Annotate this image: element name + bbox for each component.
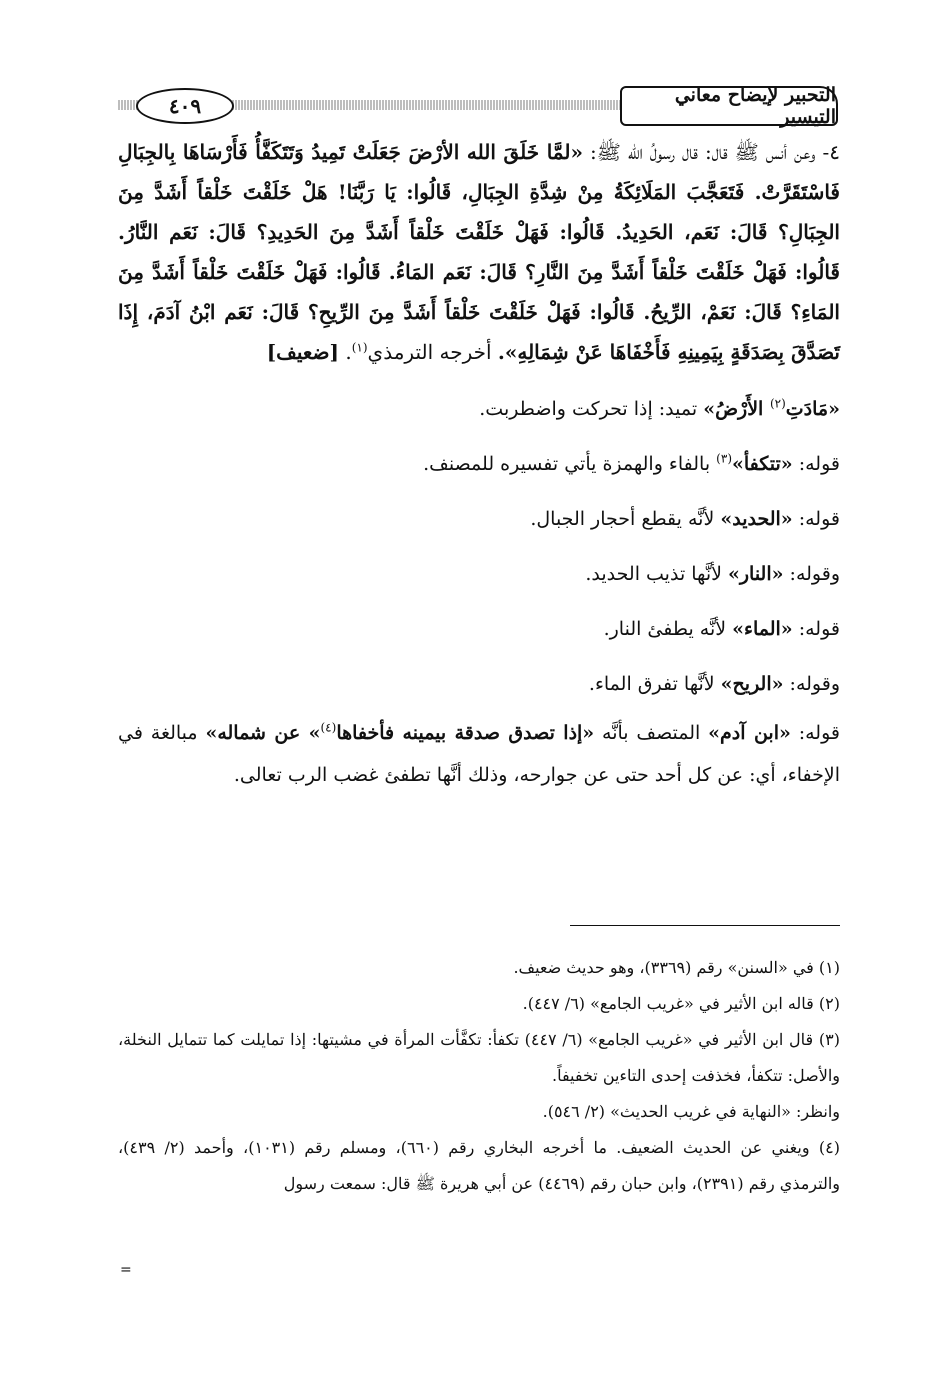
explanation-item: «مَادَتِ$^{(٢)}$ الأَرْضُ» تميد: إذا تحركت واضطربت. xyxy=(479,396,840,420)
footnote-separator xyxy=(570,925,840,926)
footnote-1: (١) في «السنن» رقم (٣٣٦٩)، وهو حديث ضعيف. xyxy=(513,958,840,977)
footnotes xyxy=(118,950,840,1202)
explanation-item: قوله: «الحديد» لأنَّه يقطع أحجار الجبال. xyxy=(530,508,840,530)
explanation-item: قوله: «تتكفأ»$^{(٣)}$ بالفاء والهمزة يأتي تفسيره للمصنف. xyxy=(423,451,840,475)
explanation-item: قوله: «الماء» لأنَّه يطفئ النار. xyxy=(603,618,840,640)
main-text xyxy=(118,132,840,796)
footnote-ref-1: (١) xyxy=(351,340,368,355)
hadith-grade: [ضعيف] xyxy=(266,340,339,364)
footnote-2: (٢) قاله ابن الأثير في «غريب الجامع» (٦/ ٤٤٧). xyxy=(522,994,840,1013)
footnote-3: (٣) قال ابن الأثير في «غريب الجامع» (٦/ ٤٤٧) تكفأ: تكفَّأت المرأة في مشيتها: إذا تمايلت كما تتمايل النخلة، والأصل: تتكفأ، فخذفت إحدى التاءين تخفيفاً. xyxy=(118,1030,840,1085)
footnote-3-see-also: وانظر: «النهاية في غريب الحديث» (٢/ ٥٤٦). xyxy=(542,1102,840,1121)
hadith-intro: ٤- وعن أنس ﷺ قال: قال رسولُ الله ﷺ: xyxy=(589,140,840,164)
page-number: ٤٠٩ xyxy=(136,88,234,124)
hadith-matn: «لمَّا خَلَقَ الله الأرْضَ جَعَلَتْ تَمِيدُ وَتَتَكَفَّأُ فَأَرْسَاهَا بِالجِبَالِ فَاسْتَقَرَّتْ. فَتَعَجَّبَ المَلَائِكَةُ مِنْ شِدَّةِ الجِبَالِ، قَالُوا: يَا رَبَّنَا! هَلْ خَلَقْتَ خَلْقاً أَشَدَّ مِنَ الجِبَالِ؟ قَالَ: نَعَم، الحَدِيدُ. قَالُوا: فَهَلْ خَلَقْتَ خَلْقاً أَشَدَّ مِنَ الحَدِيدِ؟ قَالَ: نَعَم النَّارُ. قَالُوا: فَهَلْ خَلَقْتَ خَلْقاً أَشَدَّ مِنَ النَّارِ؟ قَالَ: نَعَم المَاءُ. قَالُوا: فَهَلْ خَلَقْتَ خَلْقاً أَشَدَّ مِنَ المَاءِ؟ قَالَ: نَعَمْ، الرِّيحُ. قَالُوا: فَهَلْ خَلَقْتَ خَلْقاً أَشَدَّ مِنَ الرِّيحِ؟ قَالَ: نَعَم ابْنُ آدَمَ، إِذَا تَصَدَّقَ بِصَدَقَةٍ بِيَمِينِهِ فَأَخْفَاهَا عَنْ شِمَالِهِ». xyxy=(118,140,840,364)
explanation-final: قوله: «ابن آدم» المتصف بأنَّه «إذا تصدق صدقة بيمينه فأخفاها$^{(٤)}$» عن شماله» مبالغة في الإخفاء، أي: عن كل أحد حتى عن جوارحه، وذلك أنَّها تطفئ غضب الرب تعالى. xyxy=(118,720,840,786)
explanation-item: وقوله: «الريح» لأنَّها تفرق الماء. xyxy=(588,673,840,695)
hadith-source: أخرجه الترمذي xyxy=(367,340,492,364)
explanation-list xyxy=(118,382,840,796)
continuation-mark: = xyxy=(120,1262,132,1278)
page-header xyxy=(118,86,838,126)
book-title: التحبير لإيضاح معاني التيسير xyxy=(620,86,838,126)
hadith-paragraph: ٤- وعن أنس ﷺ قال: قال رسولُ الله ﷺ: «لمَّا خَلَقَ الله الأرْضَ جَعَلَتْ تَمِيدُ وَتَتَكَفَّأُ فَأَرْسَاهَا بِالجِبَالِ فَاسْتَقَرَّتْ. فَتَعَجَّبَ المَلَائِكَةُ مِنْ شِدَّةِ الجِبَالِ، قَالُوا: يَا رَبَّنَا! هَلْ خَلَقْتَ خَلْقاً أَشَدَّ مِنَ الجِبَالِ؟ قَالَ: نَعَم، الحَدِيدُ. قَالُوا: فَهَلْ خَلَقْتَ خَلْقاً أَشَدَّ مِنَ الحَدِيدِ؟ قَالَ: نَعَم النَّارُ. قَالُوا: فَهَلْ خَلَقْتَ خَلْقاً أَشَدَّ مِنَ النَّارِ؟ قَالَ: نَعَم المَاءُ. قَالُوا: فَهَلْ خَلَقْتَ خَلْقاً أَشَدَّ مِنَ المَاءِ؟ قَالَ: نَعَمْ، الرِّيحُ. قَالُوا: فَهَلْ خَلَقْتَ خَلْقاً أَشَدَّ مِنَ الرِّيحِ؟ قَالَ: نَعَم ابْنُ آدَمَ، إِذَا تَصَدَّقَ بِصَدَقَةٍ بِيَمِينِهِ فَأَخْفَاهَا عَنْ شِمَالِهِ». أخرجه الترمذي$^{(١)}$. [ضعيف] xyxy=(118,140,840,364)
explanation-item: وقوله: «النار» لأنَّها تذيب الحديد. xyxy=(585,563,840,585)
footnote-4: (٤) ويغني عن الحديث الضعيف. ما أخرجه البخاري رقم (٦٦٠)، ومسلم رقم (١٠٣١)، وأحمد (٢/ ٤٣٩)، والترمذي رقم (٢٣٩١)، وابن حبان رقم (٤٤٦٩) عن أبي هريرة ﷺ قال: سمعت رسول xyxy=(118,1138,840,1193)
